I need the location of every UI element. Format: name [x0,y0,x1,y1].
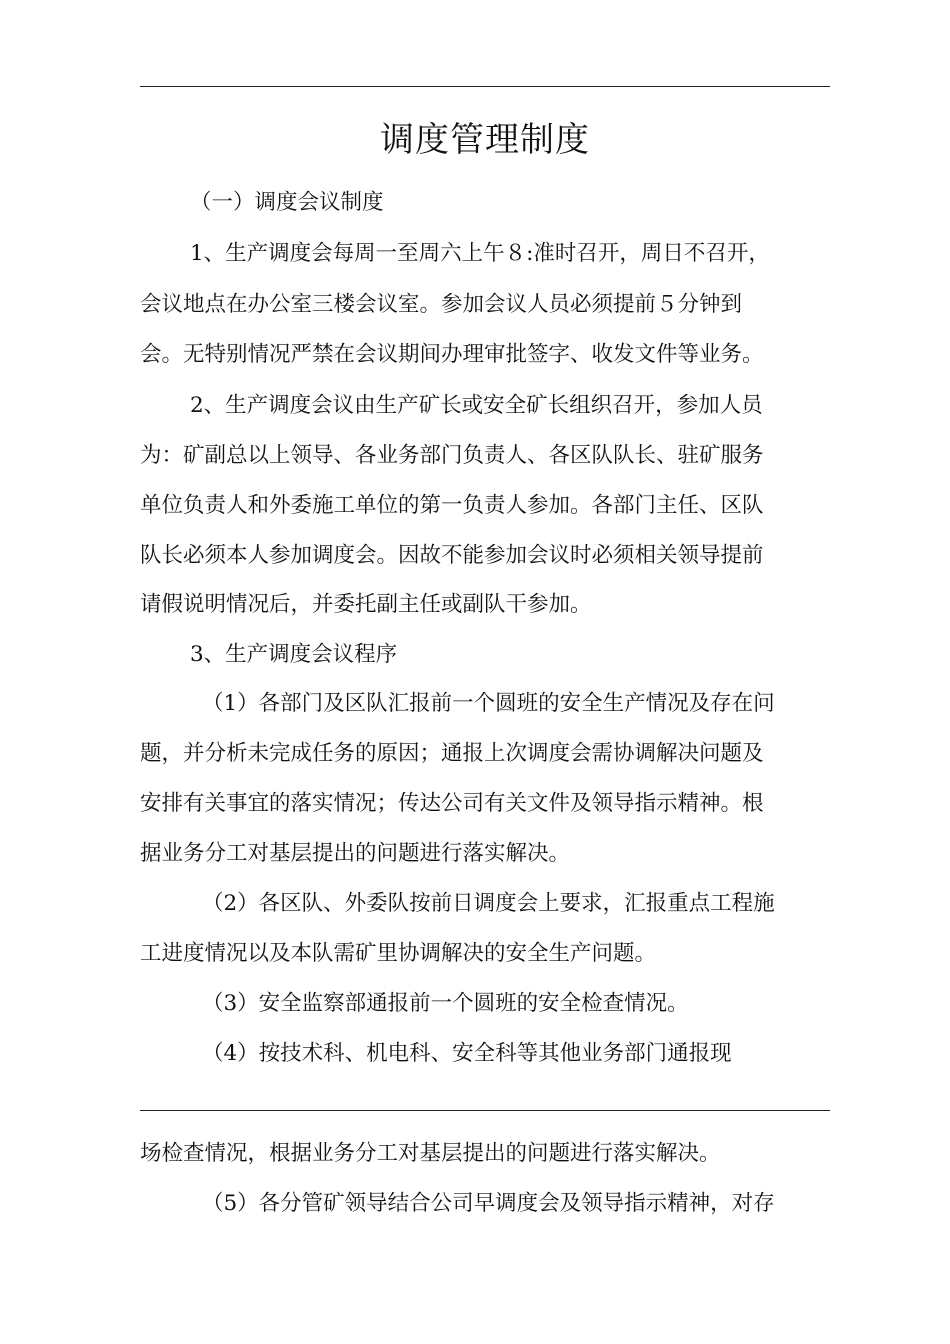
paragraph-line: 工进度情况以及本队需矿里协调解决的安全生产问题。 [140,941,657,966]
paragraph-line: 会议地点在办公室三楼会议室。参加会议人员必须提前５分钟到 [140,292,743,317]
paragraph-line: 场检查情况，根据业务分工对基层提出的问题进行落实解决。 [140,1141,721,1166]
paragraph-line: 为：矿副总以上领导、各业务部门负责人、各区队队长、驻矿服务 [140,443,764,468]
paragraph-line: （2）各区队、外委队按前日调度会上要求，汇报重点工程施 [202,891,775,916]
paragraph-line: 据业务分工对基层提出的问题进行落实解决。 [140,841,571,866]
paragraph-line: 会。无特别情况严禁在会议期间办理审批签字、收发文件等业务。 [140,342,764,367]
document-title: 调度管理制度 [380,120,590,160]
paragraph-line: 题，并分析未完成任务的原因；通报上次调度会需协调解决问题及 [140,741,764,766]
paragraph-line: 3、生产调度会议程序 [190,642,398,667]
paragraph-line: 队长必须本人参加调度会。因故不能参加会议时必须相关领导提前 [140,543,764,568]
page-break-rule [140,1110,830,1111]
paragraph-line: （1）各部门及区队汇报前一个圆班的安全生产情况及存在问 [202,691,775,716]
paragraph-line: 安排有关事宜的落实情况；传达公司有关文件及领导指示精神。根 [140,791,764,816]
paragraph-line: 请假说明情况后，并委托副主任或副队干参加。 [140,592,592,617]
top-rule [140,86,830,87]
paragraph-line: （5）各分管矿领导结合公司早调度会及领导指示精神，对存 [202,1191,775,1216]
paragraph-line: 2、生产调度会议由生产矿长或安全矿长组织召开，参加人员 [190,393,763,418]
paragraph-line: 1、生产调度会每周一至周六上午８:准时召开，周日不召开， [190,241,770,266]
paragraph-line: （4）按技术科、机电科、安全科等其他业务部门通报现 [202,1041,732,1066]
paragraph-line: 单位负责人和外委施工单位的第一负责人参加。各部门主任、区队 [140,493,764,518]
paragraph-line: （3）安全监察部通报前一个圆班的安全检查情况。 [202,991,689,1016]
section-heading: （一）调度会议制度 [190,190,384,215]
